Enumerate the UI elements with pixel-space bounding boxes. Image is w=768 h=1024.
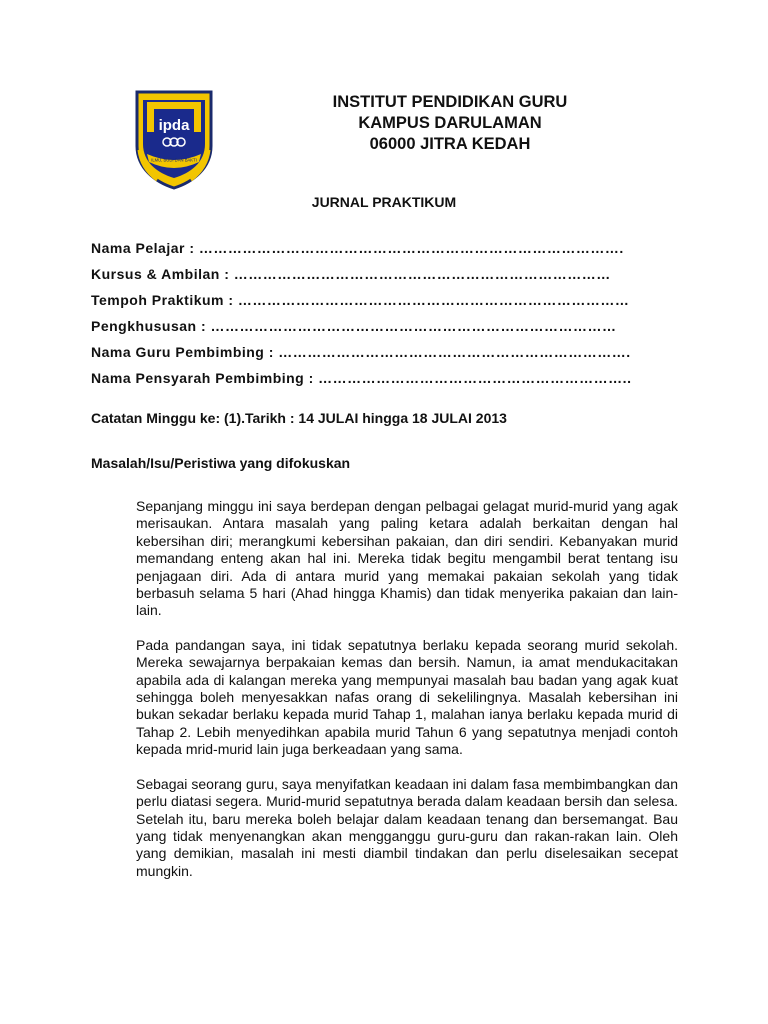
field-pensyarah-pembimbing: Nama Pensyarah Pembimbing : ……………………………………………………….. (91, 370, 632, 386)
field-guru-pembimbing: Nama Guru Pembimbing : ………………………………………………………………. (91, 344, 631, 360)
field-pengkhususan: Pengkhususan : ………………………………………………………………………… (91, 318, 617, 334)
field-tempoh-praktikum: Tempoh Praktikum : ……………………………………………………………………… (91, 292, 630, 308)
paragraph: Sepanjang minggu ini saya berdepan dengan pelbagai gelagat murid-murid yang agak merisaukan. Antara masalah yang paling ketara adalah berkaitan dengan hal kebersihan diri; merangkumi kebersihan pakaian, dan diri sendiri. Kebanyakan murid memandang enteng akan hal ini. Mereka tidak begitu mengambil berat tentang isu penjagaan diri. Ada di antara murid yang memakai pakaian sekolah yang tidak berbasuh selama 5 hari (Ahad hingga Khamis) dan tidak menyerika pakaian dan lain-lain. (136, 498, 678, 619)
student-info-fields (91, 238, 691, 394)
institution-header (250, 92, 650, 155)
paragraph: Pada pandangan saya, ini tidak sepatutnya berlaku kepada seorang murid sekolah. Mereka sewajarnya berpakaian kemas dan bersih. Namun, ia amat mendukacitakan apabila ada di kalangan mereka yang mempunyai masalah bau badan yang agak kuat sehingga boleh menyesakkan nafas orang di sekelilingnya. Masalah kebersihan ini bukan sekadar berlaku kepada murid Tahap 1, malahan ianya berlaku kepada murid di Tahap 2. Lebih menyedihkan apabila murid Tahun 6 yang sepatutnya menjadi contoh kepada mrid-murid lain juga berkeadaan yang sama. (136, 636, 678, 758)
paragraph: Sebagai seorang guru, saya menyifatkan keadaan ini dalam fasa membimbangkan dan perlu diatasi segera. Murid-murid sepatutnya berada dalam keadaan bersih dan selesa. Setelah itu, baru mereka boleh belajar dalam keadaan tenang dan bersemangat. Bau yang tidak menyenangkan akan mengganggu guru-guru dan rakan-rakan lain. Oleh yang demikian, masalah ini mesti diambil tindakan dan perlu diselesaikan secepat mungkin. (136, 775, 678, 879)
campus-name: KAMPUS DARULAMAN (358, 114, 542, 132)
field-kursus-ambilan: Kursus & Ambilan : …………………………………………………………………… (91, 266, 611, 282)
document-title: JURNAL PRAKTIKUM (311, 194, 457, 210)
logo-motto: ILMU, BUDI DAN BAKTI (151, 157, 197, 163)
logo-acronym: ipda (158, 117, 190, 134)
focus-heading: Masalah/Isu/Peristiwa yang difokuskan (91, 455, 351, 471)
institute-crest-icon (133, 88, 215, 190)
journal-body (136, 498, 678, 897)
institution-name: INSTITUT PENDIDIKAN GURU (332, 93, 568, 111)
week-note: Catatan Minggu ke: (1).Tarikh : 14 JULAI hingga 18 JULAI 2013 (91, 410, 507, 426)
campus-address: 06000 JITRA KEDAH (369, 135, 531, 153)
field-nama-pelajar: Nama Pelajar : ……………………………………………………………………………. (91, 240, 624, 256)
